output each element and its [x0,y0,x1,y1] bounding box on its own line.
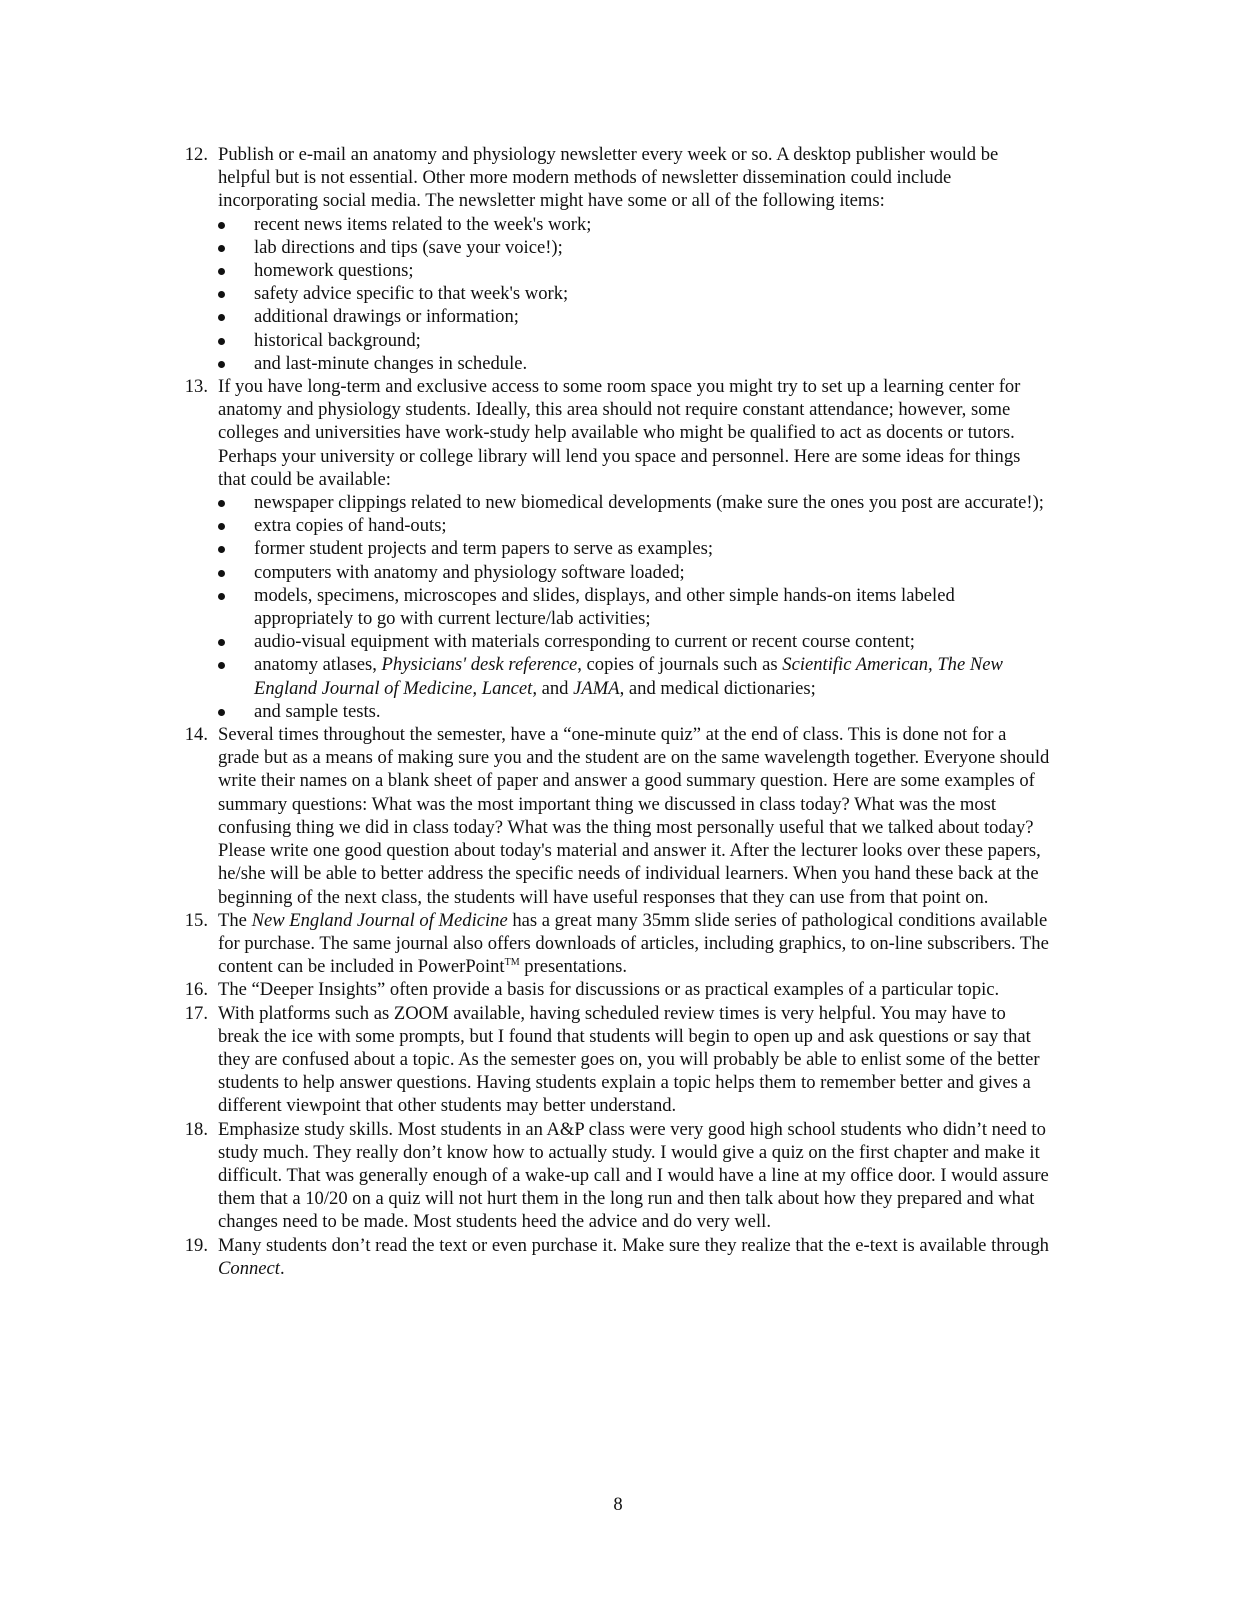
item-text: With platforms such as ZOOM available, having scheduled review times is very helpful. You may have to break the ice with some prompts, but I found that students will begin to open up and ask questions or say that they are confused about a topic. As the semester goes on, you will probably be able to enlist some of the better students to help answer questions. Having students explain a topic helps them to remember better and gives a different viewpoint that other students may better understand. [218,1002,1040,1117]
item-text: Several times throughout the semester, have a “one-minute quiz” at the end of class. This is done not for a grade but as a means of making sure you and the student are on the same wavelength together. Everyone should write their names on a blank sheet of paper and answer a good summary question. Here are some examples of summary questions: What was the most important thing we discussed in class today? What was the most confusing thing we did in class today? What was the thing most personally useful that we talked about today? Please write one good question about today's material and answer it. After the lecturer looks over these papers, he/she will be able to better address the specific needs of individual learners. When you hand these back at the beginning of the next class, the students will have useful responses that they can use from that point on. [218,724,1050,908]
item-text: Publish or e-mail an anatomy and physiology newsletter every week or so. A desktop publisher would be helpful but is not essential. Other more modern methods of newsletter dissemination could include incorporating social media. The newsletter might have some or all of the following items: [218,144,999,212]
bullet-item: extra copies of hand-outs; [218,514,1050,537]
bullet-item: computers with anatomy and physiology software loaded; [218,561,1050,584]
bullet-list [218,213,1050,375]
bullet-icon [218,570,225,577]
list-item-16 [170,978,1050,1001]
list-item-13 [170,375,1050,723]
item-text: Many students don’t read the text or even purchase it. Make sure they realize that the e-text is available through Connect. [218,1234,1049,1279]
item-text: Emphasize study skills. Most students in an A&P class were very good high school students who didn’t need to study much. They really don’t know how to actually study. I would give a quiz on the first chapter and make it difficult. That was generally enough of a wake-up call and I would have a line at my office door. I would assure them that a 10/20 on a quiz will not hurt them in the long run and then talk about how they prepared and what changes need to be made. Most students heed the advice and do very well. [218,1118,1049,1233]
bullet-icon [218,268,225,275]
bullet-list [218,491,1050,723]
list-item-14 [170,723,1050,909]
bullet-item: historical background; [218,329,1050,352]
bullet-icon [218,709,225,716]
bullet-icon [218,291,225,298]
reference-title: Physicians' desk reference [381,654,578,676]
list-item-17 [170,1002,1050,1118]
bullet-icon [218,361,225,368]
list-item-15 [170,909,1050,979]
item-text: The “Deeper Insights” often provide a basis for discussions or as practical examples of a particular topic. [218,979,1000,1001]
journal-title: New England Journal of Medicine [251,909,508,931]
bullet-icon [218,500,225,507]
bullet-icon [218,314,225,321]
journal-title: JAMA [573,677,620,699]
bullet-item: recent news items related to the week's work; [218,213,1050,236]
bullet-item: additional drawings or information; [218,305,1050,328]
item-number: 17. [184,1002,208,1024]
item-number: 16. [184,979,208,1001]
item-text: If you have long-term and exclusive access to some room space you might try to set up a learning center for anatomy and physiology students. Ideally, this area should not require constant attendance; however, some colleges and universities have work-study help available who might be qualified to act as docents or tutors. Perhaps your university or college library will lend you space and personnel. Here are some ideas for things that could be available: [218,376,1021,490]
bullet-item: former student projects and term papers to serve as examples; [218,537,1050,560]
bullet-icon [218,523,225,530]
bullet-item: and last-minute changes in schedule. [218,352,1050,375]
bullet-icon [218,593,225,600]
bullet-item: and sample tests. [218,700,1050,723]
bullet-item: safety advice specific to that week's work; [218,282,1050,305]
bullet-icon [218,222,225,229]
bullet-item: anatomy atlases, Physicians' desk reference, copies of journals such as Scientific American, The New England Journal of Medicine, Lancet, and JAMA, and medical dictionaries; [218,653,1050,699]
item-number: 12. [184,144,208,165]
bullet-item: audio-visual equipment with materials corresponding to current or recent course content; [218,630,1050,653]
platform-name: Connect [218,1257,280,1279]
trademark-symbol: TM [504,956,520,968]
item-number: 14. [184,724,208,746]
bullet-item: models, specimens, microscopes and slides, displays, and other simple hands-on items labeled appropriately to go with current lecture/lab activities; [218,584,1050,630]
bullet-item: newspaper clippings related to new biomedical developments (make sure the ones you post are accurate!); [218,491,1050,514]
item-text: The New England Journal of Medicine has a great many 35mm slide series of pathological conditions available for purchase. The same journal also offers downloads of articles, including graphics, to on-line subscribers. The content can be included in PowerPoint™ presentations. [218,909,1049,978]
bullet-icon [218,546,225,553]
item-number: 19. [184,1234,208,1256]
bullet-icon [218,338,225,345]
page-number: 8 [613,1494,623,1515]
item-number: 13. [184,376,208,398]
journal-titles: Scientific American, The New England Journal of Medicine, Lancet, [254,654,1003,699]
list-item-19 [170,1234,1050,1280]
bullet-item: homework questions; [218,259,1050,282]
list-item-12 [170,143,1050,375]
bullet-icon [218,639,225,646]
bullet-icon [218,662,225,669]
list-item-18 [170,1118,1050,1234]
numbered-list [170,143,1050,1280]
bullet-item: lab directions and tips (save your voice!); [218,236,1050,259]
bullet-icon [218,245,225,252]
item-number: 15. [184,909,208,931]
item-number: 18. [184,1118,208,1140]
